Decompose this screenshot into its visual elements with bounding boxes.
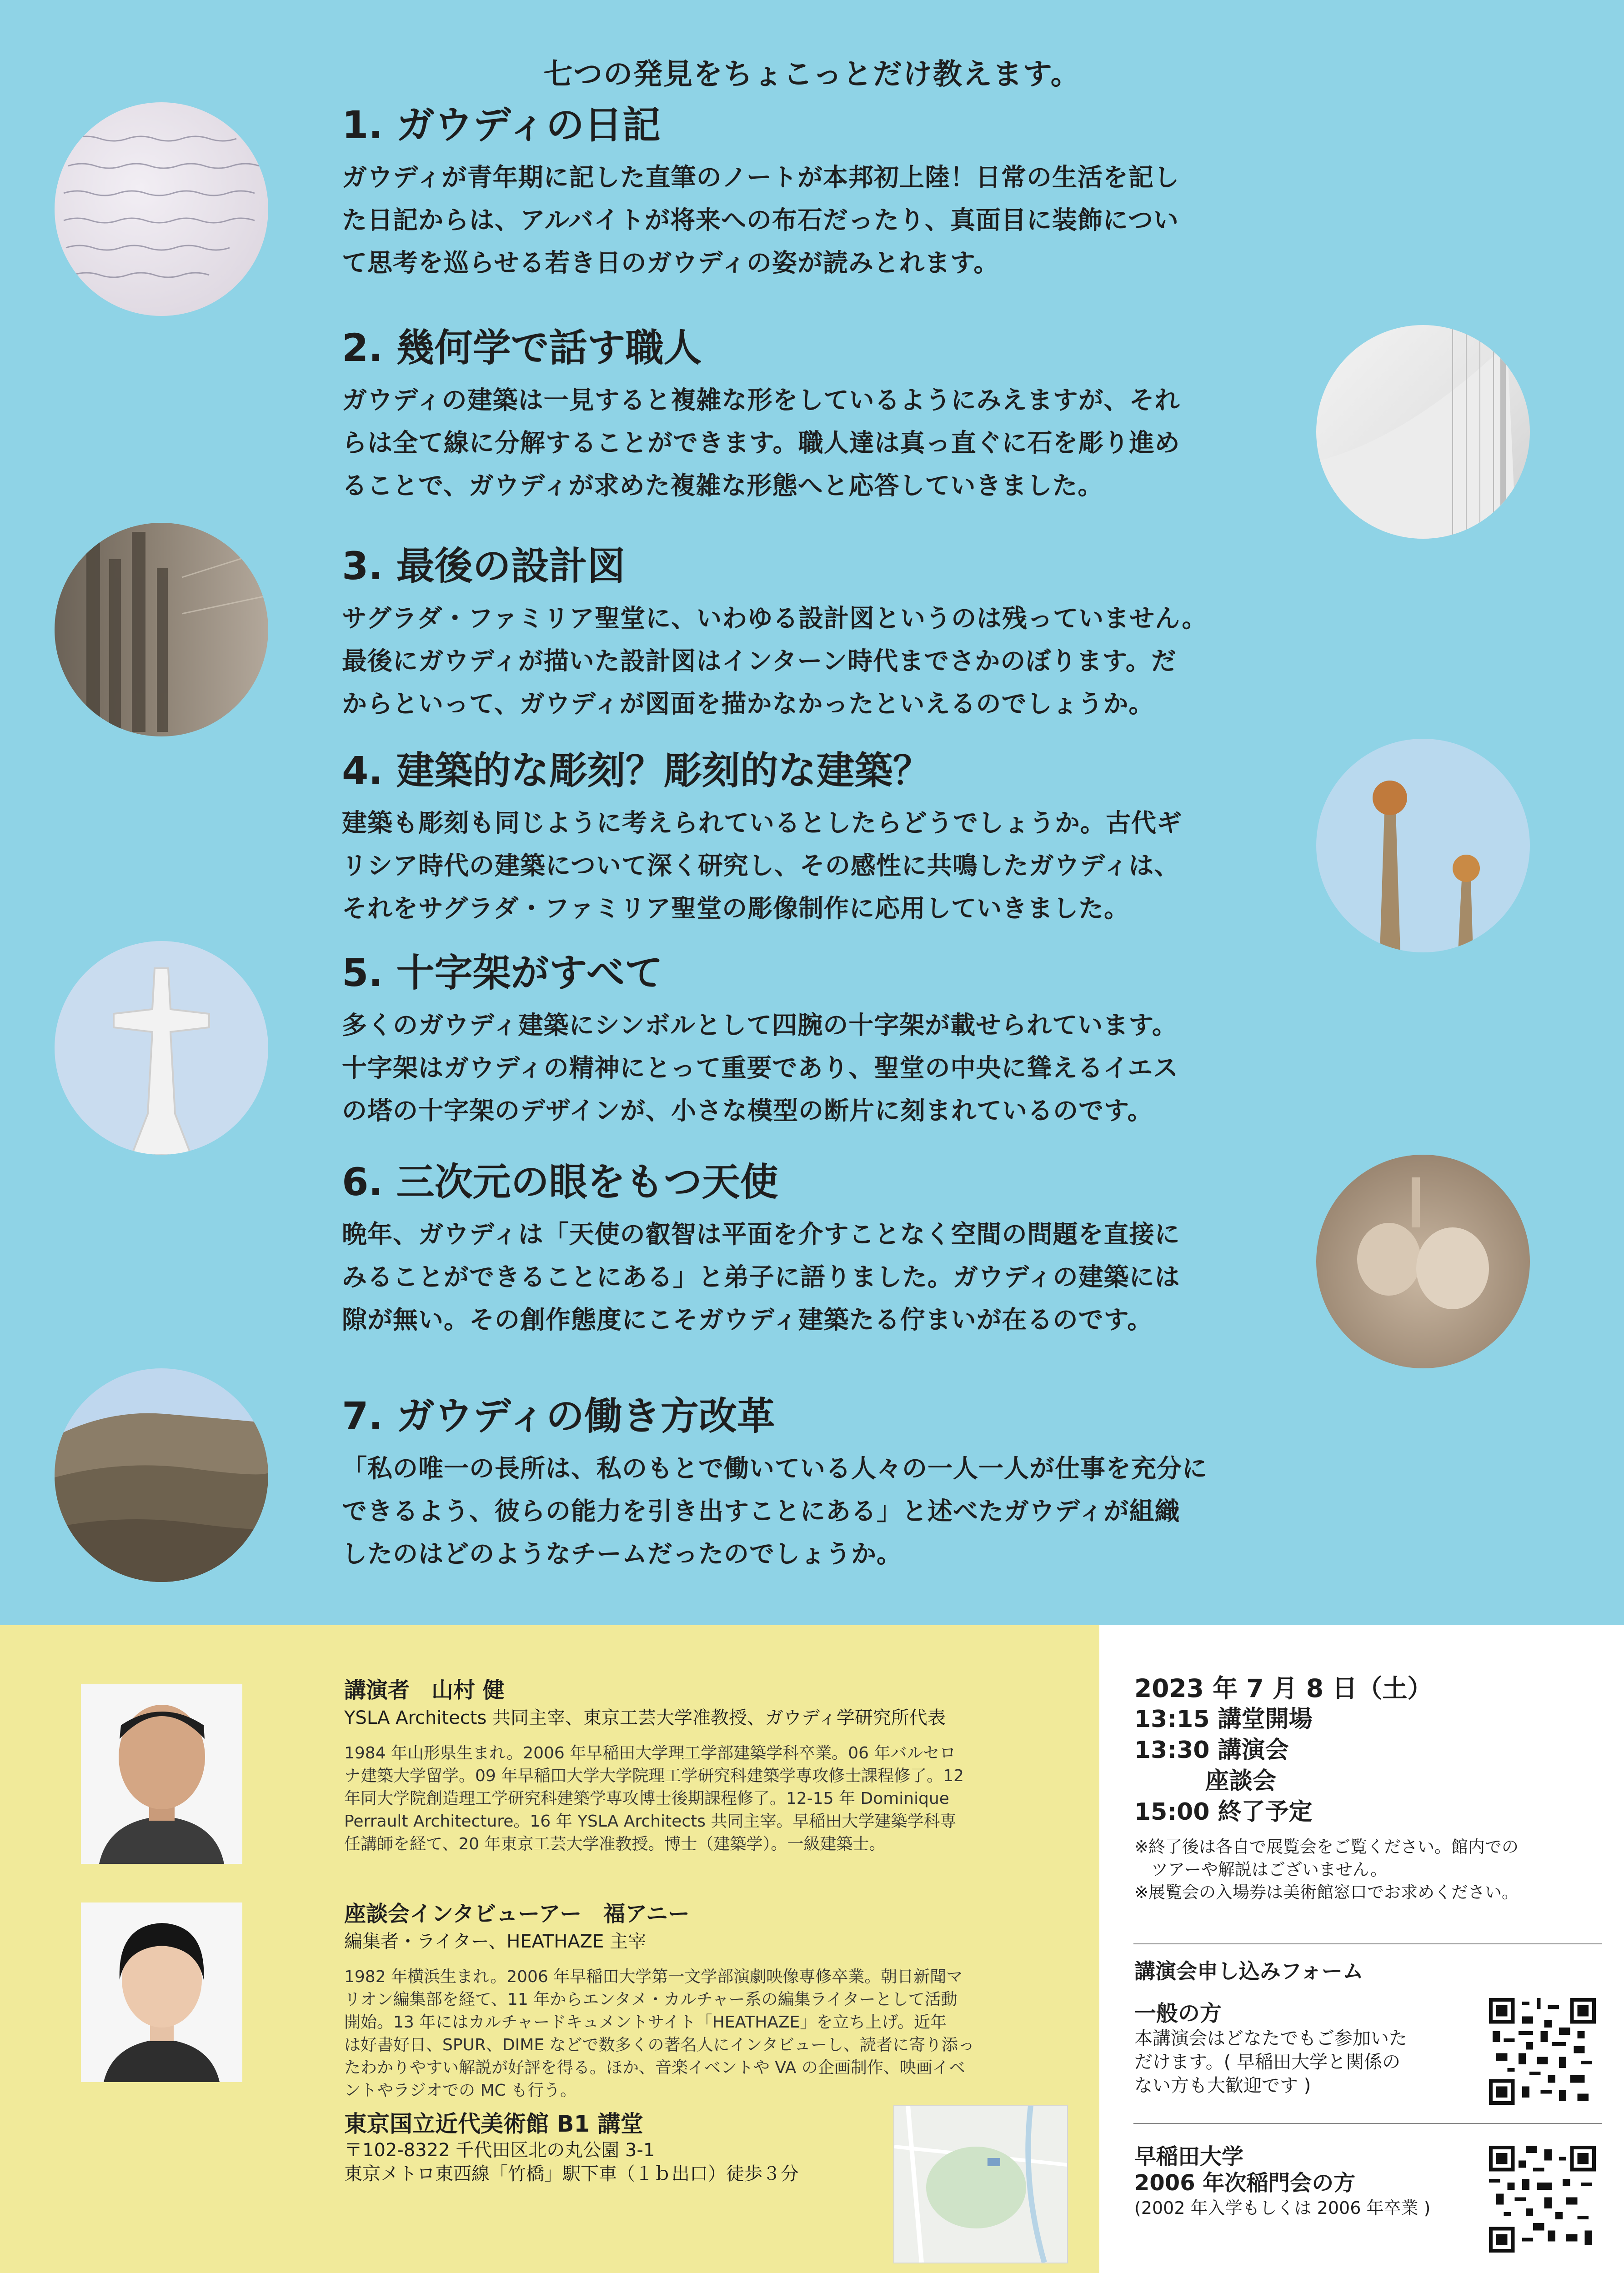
interviewer-info bbox=[344, 1900, 1090, 2102]
event-info bbox=[1134, 1673, 1603, 1904]
alumni-registration bbox=[1134, 2143, 1480, 2220]
discovery-body: 建築も彫刻も同じように考えられているとしたらどうでしょうか。古代ギ リシア時代の建築について深く研究し、その感性に共鳴したガウディは、 それをサグラダ・ファミリア聖堂の彫像制作に応用していきました。 bbox=[342, 808, 1183, 923]
venue-address: 〒102-8322 千代田区北の丸公園 3-1 bbox=[344, 2140, 655, 2161]
discovery-title: 4. 建築的な彫刻？彫刻的な建築？ bbox=[342, 748, 931, 793]
divider bbox=[1133, 1943, 1602, 1944]
discovery-title: 2. 幾何学で話す職人 bbox=[342, 325, 702, 370]
discovery-7 bbox=[342, 1393, 1260, 1575]
venue-access: 東京メトロ東西線「竹橋」駅下車（１ｂ出口）徒歩３分 bbox=[344, 2163, 799, 2184]
facade-drawing-photo bbox=[55, 523, 268, 736]
discovery-5 bbox=[342, 950, 1260, 1132]
speaker-info bbox=[344, 1677, 1090, 1856]
general-body: 本講演会はどなたでもご参加いた だけます。( 早稲田大学と関係の ない方も大歓迎です ) bbox=[1134, 2028, 1407, 2096]
interviewer-bio: 1982 年横浜生まれ。2006 年早稲田大学第一文学部演劇映像専修卒業。朝日新聞マ リオン編集部を経て、11 年からエンタメ・カルチャー系の編集ライターとして活動 開始。13 年にはカルチャードキュメントサイト「HEATHAZE」を立ち上げ。近年 は好書好日、SPUR、DIME などで数多くの著名人にインタビューし、読者に寄り添っ たわかりやすい解説が好評を得る。ほか、音楽イベントや VA の企画制作、映画イベ ントやラジオでの MC も行う。 bbox=[344, 1968, 975, 2100]
discovery-body: 多くのガウディ建築にシンボルとして四腕の十字架が載せられています。 十字架はガウディの精神にとって重要であり、聖堂の中央に聳えるイエス の塔の十字架のデザインが、小さな模型の断片に刻まれているのです。 bbox=[342, 1011, 1179, 1125]
schedule-item: 座談会 bbox=[1134, 1767, 1277, 1795]
geometry-model-photo bbox=[1316, 325, 1530, 539]
discovery-body: ガウディが青年期に記した直筆のノートが本邦初上陸！日常の生活を記し た日記からは、アルバイトが将来への布石だったり、真面目に装飾につい て思考を巡らせる若き日のガウディの姿が読みとれます。 bbox=[342, 163, 1179, 277]
discovery-2 bbox=[342, 325, 1260, 507]
venue-info bbox=[344, 2109, 890, 2186]
discovery-title: 6. 三次元の眼をもつ天使 bbox=[342, 1160, 778, 1204]
schedule-item: 13:15 講堂開場 bbox=[1134, 1706, 1313, 1733]
discovery-3 bbox=[342, 543, 1260, 725]
discovery-1 bbox=[342, 102, 1260, 284]
discovery-body: サグラダ・ファミリア聖堂に、いわゆる設計図というのは残っていません。 最後にガウディが描いた設計図はインターン時代までさかのぼります。だ からといって、ガウディが図面を描かなかったといえるのでしょうか。 bbox=[342, 604, 1208, 718]
speaker-photo bbox=[81, 1684, 242, 1864]
general-registration bbox=[1134, 2000, 1475, 2098]
schedule-item: 15:00 終了予定 bbox=[1134, 1798, 1313, 1826]
facade-detail-photo bbox=[55, 1368, 268, 1582]
discovery-body: ガウディの建築は一見すると複雑な形をしているようにみえますが、それ らは全て線に分解することができます。職人達は真っ直ぐに石を彫り進め ることで、ガウディが求めた複雑な形態へと応答していきました。 bbox=[342, 386, 1180, 500]
schedule-item: 13:30 講演会 bbox=[1134, 1737, 1289, 1764]
discovery-6 bbox=[342, 1159, 1260, 1341]
interviewer-photo bbox=[81, 1903, 242, 2082]
section-heading: 七つの発見をちょこっとだけ教えます。 bbox=[543, 58, 1081, 91]
spires-photo bbox=[1316, 739, 1530, 952]
discovery-body: 「私の唯一の長所は、私のもとで働いている人々の一人一人が仕事を充分に できるよう、彼らの能力を引き出すことにある」と述べたガウディが組織 したのはどのようなチームだったのでしょうか。 bbox=[342, 1454, 1208, 1568]
speaker-name: 講演者 山村 健 bbox=[344, 1677, 505, 1703]
discovery-title: 5. 十字架がすべて bbox=[342, 951, 663, 995]
venue-map bbox=[893, 2105, 1068, 2263]
interviewer-role: 編集者・ライター、HEATHAZE 主宰 bbox=[344, 1931, 647, 1952]
general-title: 一般の方 bbox=[1134, 2001, 1222, 2026]
discovery-title: 1. ガウディの日記 bbox=[342, 103, 661, 147]
discovery-4 bbox=[342, 748, 1260, 930]
venue-name: 東京国立近代美術館 B1 講堂 bbox=[344, 2111, 643, 2137]
speaker-bio: 1984 年山形県生まれ。2006 年早稲田大学理工学部建築学科卒業。06 年バルセロ ナ建築大学留学。09 年早稲田大学大学院理工学研究科建築学専攻修士課程修了。12 年同大学院創造理工学研究科建築学専攻博士後期課程修了。12-15 年 Dominique Perrault Architecture。16 年 YSLA Architects 共同主宰。早稲田大学建築学科専 任講師を経て、20 年東京工芸大学准教授。博士（建築学）。一級建築士。 bbox=[344, 1744, 964, 1853]
divider bbox=[1133, 2123, 1602, 2124]
cross-photo bbox=[55, 941, 268, 1155]
interviewer-name: 座談会インタビューアー 福アニー bbox=[344, 1901, 690, 1927]
form-title: 講演会申し込みフォーム bbox=[1134, 1959, 1363, 1983]
alumni-qr-code[interactable] bbox=[1489, 2146, 1596, 2253]
event-date: 2023 年 7 月 8 日（土） bbox=[1134, 1674, 1433, 1703]
diary-photo bbox=[55, 102, 268, 316]
alumni-title: 早稲田大学 2006 年次稲門会の方 bbox=[1134, 2144, 1356, 2196]
discovery-title: 7. ガウディの働き方改革 bbox=[342, 1394, 775, 1438]
alumni-body: (2002 年入学もしくは 2006 年卒業 ) bbox=[1134, 2198, 1431, 2218]
speaker-role: YSLA Architects 共同主宰、東京工芸大学准教授、ガウディ学研究所代表 bbox=[344, 1707, 946, 1728]
event-notes: ※終了後は各自で展覧会をご覧ください。館内での ツアーや解説はございません。 ※展覧会の入場券は美術館窓口でお求めください。 bbox=[1134, 1837, 1519, 1902]
discovery-body: 晩年、ガウディは「天使の叡智は平面を介すことなく空間の問題を直接に みることができることにある」と弟子に語りました。ガウディの建築には 隙が無い。その創作態度にこそガウディ建築たる佇まいが在るのです。 bbox=[342, 1220, 1180, 1334]
angel-sculpture-photo bbox=[1316, 1155, 1530, 1368]
general-qr-code[interactable] bbox=[1489, 1998, 1596, 2105]
discovery-title: 3. 最後の設計図 bbox=[342, 544, 626, 588]
